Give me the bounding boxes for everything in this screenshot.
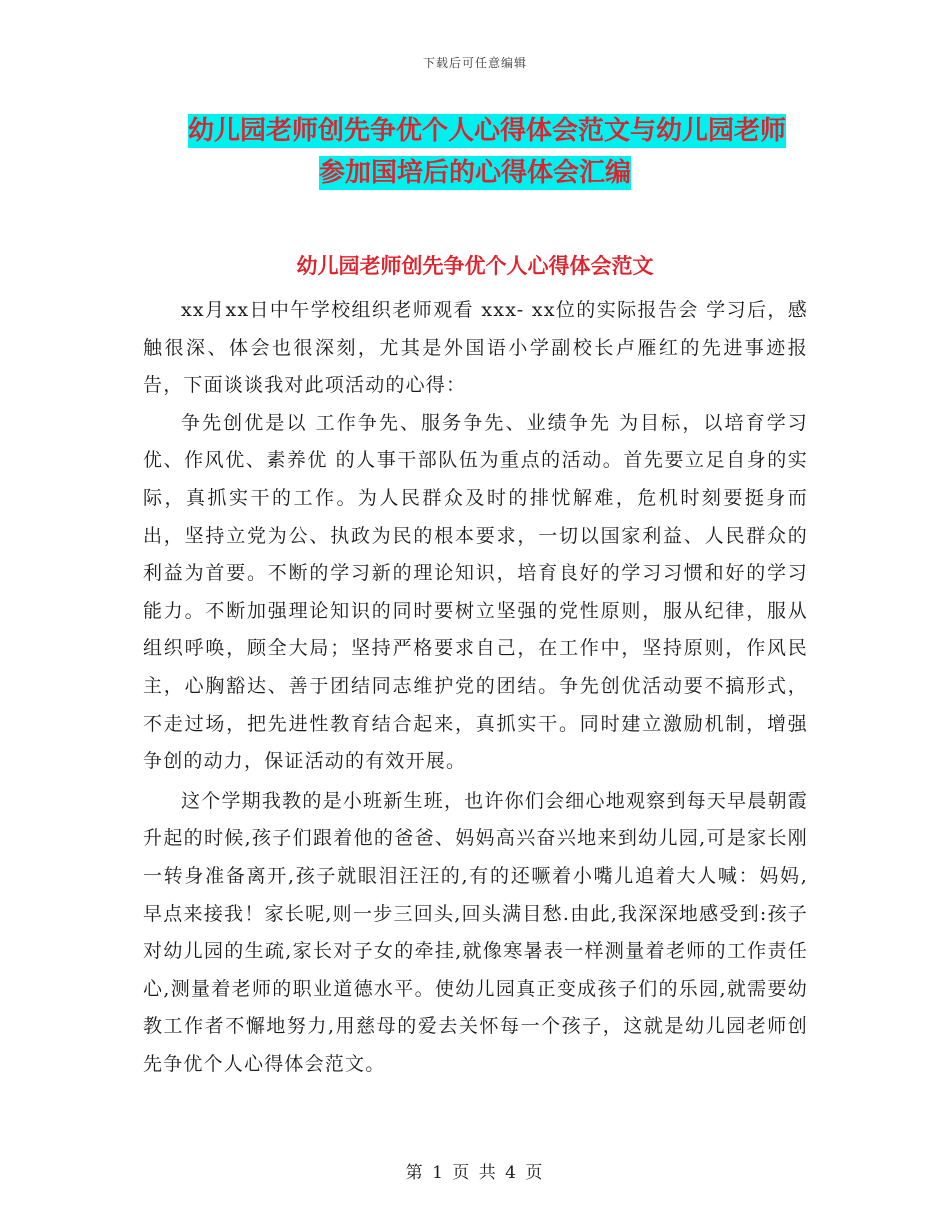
header-note: 下载后可任意编辑 [422,56,527,70]
paragraph-1: xx月xx日中午学校组织老师观看 xxx- xx位的实际报告会 学习后，感触很深、体会也很深刻，尤其是外国语小学副校长卢雁红的先进事迹报告，下面谈谈我对此项活动的心得： [143,299,808,397]
section-heading: 幼儿园老师创先争优个人心得体会范文 [296,254,654,278]
document-title-line-2 [0,156,950,190]
page-footer: 第 1 页 共 4 页 [405,1163,545,1183]
document-title-text-1: 幼儿园老师创先争优个人心得体会范文与幼儿园老师 [187,116,786,146]
paragraph-2: 争先创优是以 工作争先、服务争先、业绩争先 为目标，以培育学习优、作风优、素养优 的人事干部队伍为重点的活动。首先要立足自身的实际，真抓实干的工作。为人民群众及时的排忧解难，危机时刻要挺身而出，坚持立党为公、执政为民的根本要求，一切以国家利益、人民群众的利益为首要。不断的学习新的理论知识，培育良好的学习习惯和好的学习能力。不断加强理论知识的同时要树立坚强的党性原则，服从纪律，服从组织呼唤，顾全大局；坚持严格要求自己，在工作中，坚持原则，作风民主，心胸豁达、善于团结同志维护党的团结。争先创优活动要不搞形式，不走过场，把先进性教育结合起来，真抓实干。同时建立激励机制，增强争创的动力，保证活动的有效开展。 [143,411,808,773]
paragraph-3: 这个学期我教的是小班新生班，也许你们会细心地观察到每天早晨朝霞升起的时候,孩子们跟着他的爸爸、妈妈高兴奋兴地来到幼儿园,可是家长刚一转身准备离开,孩子就眼泪汪汪的,有的还噘着小嘴儿追着大人喊：妈妈,早点来接我！家长呢,则一步三回头,回头满目愁.由此,我深深地感受到:孩子对幼儿园的生疏,家长对子女的牵挂,就像寒暑表一样测量着老师的工作责任心,测量着老师的职业道德水平。使幼儿园真正变成孩子们的乐园,就需要幼教工作者不懈地努力,用慈母的爱去关怀每一个孩子，这就是幼儿园老师创先争优个人心得体会范文。 [143,789,808,1075]
document-title-line-1 [0,114,950,148]
body-text [143,292,808,1083]
document-title-text-2: 参加国培后的心得体会汇编 [318,158,631,188]
